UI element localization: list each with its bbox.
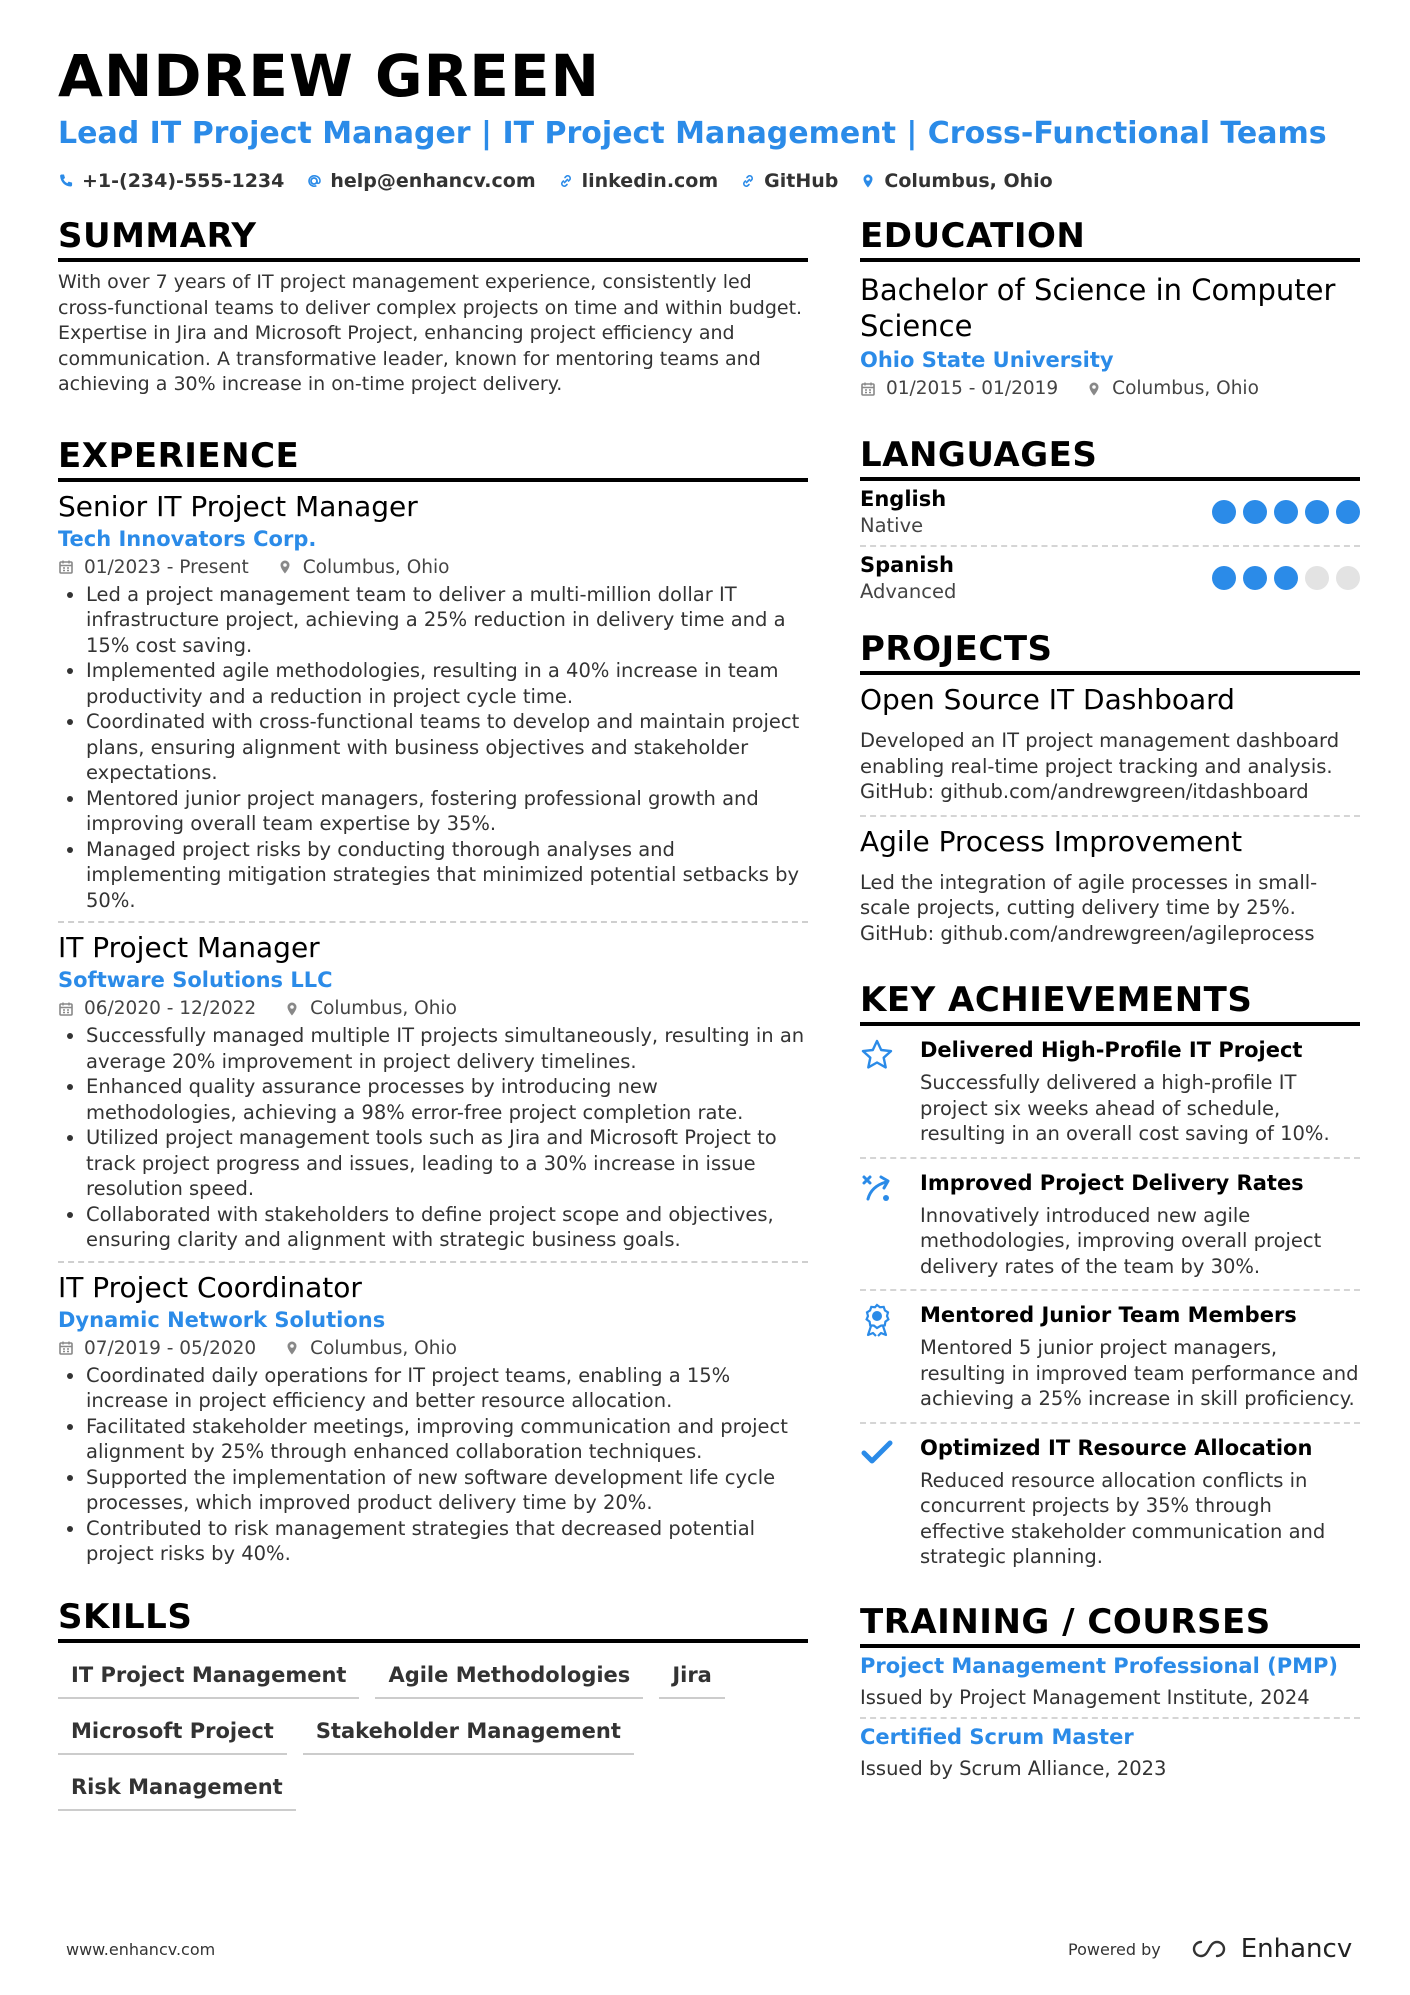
medal-icon: [860, 1303, 898, 1412]
achievement-description: Reduced resource allocation conflicts in concurrent projects by 35% through effective stakeholder communication and strategic planning.: [920, 1468, 1326, 1568]
proficiency-dots: [1212, 566, 1360, 590]
rating-dot-filled: [1243, 500, 1267, 524]
achievement-title: Delivered High-Profile IT Project: [920, 1038, 1303, 1062]
rating-dot-filled: [1243, 566, 1267, 590]
language-level: Advanced: [860, 580, 957, 603]
section-title: TRAINING / COURSES: [860, 1602, 1360, 1648]
section-title: PROJECTS: [860, 629, 1360, 675]
course-entry: [860, 1648, 1360, 1719]
language-name: English: [860, 487, 947, 511]
bullet-item: • Coordinated daily operations for IT project teams, enabling a 15% increase in project efficiency and better resource allocation.: [86, 1363, 808, 1414]
rating-dot-filled: [1212, 500, 1236, 524]
at-icon: [306, 173, 322, 189]
rating-dot-filled: [1305, 500, 1329, 524]
calendar-icon: [860, 381, 876, 397]
job-meta: [58, 998, 808, 1019]
rating-dot-filled: [1212, 566, 1236, 590]
languages-section: [860, 435, 1360, 611]
projects-section: [860, 629, 1360, 956]
powered-by-text: Powered by: [1068, 1939, 1161, 1959]
project-entry: [860, 825, 1360, 957]
bullet-item: • Implemented agile methodologies, resulting in a 40% increase in team productivity and a reduction in project cycle time.: [86, 658, 808, 709]
language-level: Native: [860, 514, 924, 537]
strategy-icon: [860, 1171, 898, 1280]
location-pin-icon: [860, 173, 876, 189]
skill-tag: Jira: [659, 1657, 725, 1699]
company-name: Tech Innovators Corp.: [58, 526, 317, 551]
skill-tag: Agile Methodologies: [375, 1657, 643, 1699]
contact-text: GitHub: [764, 170, 839, 192]
calendar-icon: [58, 1001, 74, 1017]
headline: Lead IT Project Manager | IT Project Management | Cross-Functional Teams: [58, 116, 1327, 151]
education-meta: [860, 378, 1360, 399]
checkmark-icon: [860, 1436, 898, 1570]
skill-tag: IT Project Management: [58, 1657, 359, 1699]
skills-section: [58, 1597, 808, 1811]
job-entry: [58, 490, 808, 924]
job-dates: [58, 557, 249, 578]
location-text: Columbus, Ohio: [1112, 378, 1259, 399]
rating-dot-filled: [1336, 500, 1360, 524]
achievement-entry: [860, 1026, 1360, 1159]
link-icon: [740, 173, 756, 189]
rating-dot-empty: [1336, 566, 1360, 590]
achievement-title: Improved Project Delivery Rates: [920, 1170, 1304, 1195]
location-text: Columbus, Ohio: [310, 1337, 457, 1359]
enhancv-logo-icon: [1187, 1937, 1231, 1961]
calendar-icon: [58, 559, 74, 575]
course-issuer: Issued by Project Management Institute, 2024: [860, 1685, 1310, 1709]
calendar-icon: [58, 1340, 74, 1356]
section-title: SUMMARY: [58, 216, 808, 262]
contact-bar: [58, 170, 1053, 192]
training-section: [860, 1602, 1360, 1788]
course-title: Certified Scrum Master: [860, 1724, 1134, 1749]
location-pin-icon: [277, 559, 293, 575]
course-entry: [860, 1719, 1360, 1788]
skill-tag: Microsoft Project: [58, 1713, 287, 1755]
enhancv-logo[interactable]: [1187, 1934, 1352, 1964]
dates-text: 07/2019 - 05/2020: [84, 1337, 257, 1359]
location-pin-icon: [284, 1001, 300, 1017]
bullet-item: • Supported the implementation of new software development life cycle processes, which improved product delivery time by 20%.: [86, 1465, 808, 1516]
summary-section: [58, 216, 808, 398]
bullet-item: • Successfully managed multiple IT projects simultaneously, resulting in an average 20% improvement in project delivery timelines.: [86, 1023, 808, 1074]
contact-phone[interactable]: [58, 170, 284, 192]
summary-text: With over 7 years of IT project management experience, consistently led cross-functional teams to deliver complex projects on time and within budget. Expertise in Jira and Microsoft Project, enhancing project efficiency and communication. A transformative leader, known for mentoring teams and achieving a 30% increase in on-time project delivery.: [58, 271, 803, 395]
job-bullets: [58, 1023, 808, 1253]
link-icon: [558, 173, 574, 189]
job-bullets: [58, 1363, 808, 1567]
project-title: Open Source IT Dashboard: [860, 683, 1235, 716]
achievement-entry: [860, 1159, 1360, 1292]
job-title: IT Project Manager: [58, 931, 320, 964]
proficiency-dots: [1212, 500, 1360, 524]
contact-github[interactable]: [740, 170, 838, 192]
section-title: EXPERIENCE: [58, 436, 808, 482]
job-location: [284, 1338, 457, 1359]
project-description: Developed an IT project management dashboard enabling real-time project tracking and analysis. GitHub: github.com/andrewgreen/itdashboard: [860, 729, 1340, 803]
job-title: IT Project Coordinator: [58, 1270, 362, 1304]
degree: Bachelor of Science in Computer Science: [860, 273, 1336, 343]
job-entry: [58, 931, 808, 1263]
bullet-item: • Enhanced quality assurance processes by introducing new methodologies, achieving a 98% error-free project completion rate.: [86, 1074, 808, 1125]
candidate-name: ANDREW GREEN: [58, 42, 601, 110]
job-title: Senior IT Project Manager: [58, 489, 418, 523]
contact-linkedin[interactable]: [558, 170, 719, 192]
bullet-item: • Collaborated with stakeholders to define project scope and objectives, ensuring clarity and alignment with strategic business goals.: [86, 1202, 808, 1253]
dates-text: 06/2020 - 12/2022: [84, 998, 257, 1019]
language-name: Spanish: [860, 553, 954, 577]
location-text: Columbus, Ohio: [302, 556, 450, 578]
footer-website[interactable]: www.enhancv.com: [66, 1940, 216, 1959]
achievement-description: Mentored 5 junior project managers, resulting in improved team performance and achieving a 25% increase in skill proficiency.: [920, 1336, 1359, 1410]
dates-text: 01/2015 - 01/2019: [886, 378, 1059, 399]
contact-text: +1-(234)-555-1234: [82, 170, 285, 192]
left-column: [58, 216, 808, 1811]
section-title: KEY ACHIEVEMENTS: [860, 980, 1360, 1026]
course-title: Project Management Professional (PMP): [860, 1653, 1338, 1678]
bullet-item: • Led a project management team to deliver a multi-million dollar IT infrastructure project, achieving a 25% reduction in delivery time and a 15% cost saving.: [86, 582, 808, 659]
star-icon: [860, 1038, 898, 1147]
bullet-item: • Managed project risks by conducting thorough analyses and implementing mitigation strategies that minimized potential setbacks by 50%.: [86, 837, 808, 914]
project-entry: [860, 683, 1360, 817]
contact-text: linkedin.com: [581, 170, 719, 192]
bullet-item: • Utilized project management tools such as Jira and Microsoft Project to track project progress and issues, leading to a 30% increase in issue resolution speed.: [86, 1125, 808, 1202]
job-meta: [58, 557, 808, 578]
skills-list: [58, 1657, 808, 1811]
achievement-description: Successfully delivered a high-profile IT project six weeks ahead of schedule, resulting in an overall cost saving of 10%.: [920, 1071, 1330, 1145]
language-row: [860, 547, 1360, 611]
location-pin-icon: [1086, 381, 1102, 397]
dates-text: 01/2023 - Present: [84, 556, 249, 578]
location-pin-icon: [284, 1340, 300, 1356]
section-title: EDUCATION: [860, 216, 1360, 262]
education-section: [860, 216, 1360, 399]
education-location: [1086, 378, 1259, 399]
job-dates: [58, 1338, 256, 1359]
job-entry: [58, 1271, 808, 1575]
education-dates: [860, 378, 1058, 399]
location-text: Columbus, Ohio: [310, 998, 457, 1019]
achievement-title: Optimized IT Resource Allocation: [920, 1435, 1313, 1460]
bullet-item: • Facilitated stakeholder meetings, improving communication and project alignment by 25% through enhanced collaboration techniques.: [86, 1414, 808, 1465]
achievement-entry: [860, 1291, 1360, 1424]
footer-branding: [1068, 1934, 1352, 1964]
job-bullets: [58, 582, 808, 914]
experience-section: [58, 436, 808, 1575]
job-location: [277, 557, 450, 578]
contact-text: help@enhancv.com: [330, 170, 536, 192]
company-name: Software Solutions LLC: [58, 968, 333, 992]
job-dates: [58, 998, 256, 1019]
rating-dot-filled: [1274, 500, 1298, 524]
school-name: Ohio State University: [860, 348, 1114, 372]
right-column: [860, 216, 1360, 1788]
achievements-section: [860, 980, 1360, 1580]
company-name: Dynamic Network Solutions: [58, 1307, 386, 1332]
skill-tag: Risk Management: [58, 1769, 296, 1811]
skill-tag: Stakeholder Management: [303, 1713, 634, 1755]
section-title: LANGUAGES: [860, 435, 1360, 481]
contact-text: Columbus, Ohio: [884, 170, 1053, 192]
brand-name: Enhancv: [1240, 1934, 1353, 1964]
job-location: [284, 998, 457, 1019]
rating-dot-empty: [1305, 566, 1329, 590]
bullet-item: • Coordinated with cross-functional teams to develop and maintain project plans, ensuring alignment with business objectives and stakeholder expectations.: [86, 709, 808, 786]
bullet-item: • Contributed to risk management strategies that decreased potential project risks by 40%.: [86, 1516, 808, 1567]
achievement-entry: [860, 1424, 1360, 1580]
project-description: Led the integration of agile processes in small-scale projects, cutting delivery time by 25%. GitHub: github.com/andrewgreen/agileprocess: [860, 870, 1318, 945]
contact-email[interactable]: [306, 170, 535, 192]
job-meta: [58, 1338, 808, 1359]
section-title: SKILLS: [58, 1597, 808, 1643]
phone-icon: [58, 173, 74, 189]
bullet-item: • Mentored junior project managers, fostering professional growth and improving overall team expertise by 35%.: [86, 786, 808, 837]
language-row: [860, 481, 1360, 547]
contact-location: [860, 170, 1052, 192]
achievement-description: Innovatively introduced new agile methodologies, improving overall project delivery rates of the team by 30%.: [920, 1203, 1322, 1278]
rating-dot-filled: [1274, 566, 1298, 590]
course-issuer: Issued by Scrum Alliance, 2023: [860, 1756, 1167, 1780]
project-title: Agile Process Improvement: [860, 824, 1243, 858]
achievement-title: Mentored Junior Team Members: [920, 1303, 1297, 1327]
